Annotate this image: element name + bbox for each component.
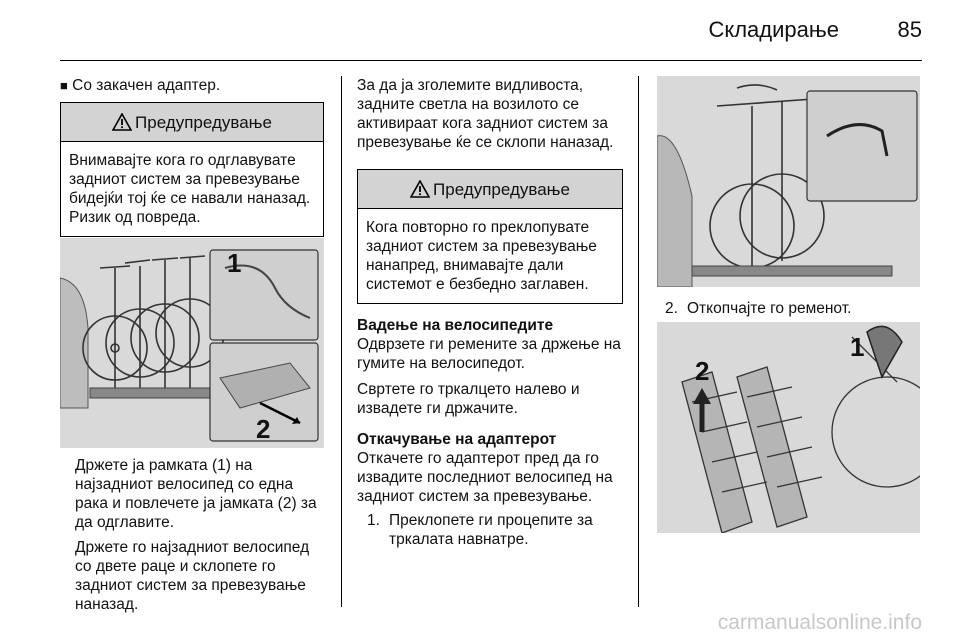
paragraph: Свртете го тркалцето налево и извадете ги држачите. [357,381,580,417]
warning-triangle-icon [112,113,132,131]
adapter-figure [657,322,920,533]
warning-text: Кога повторно го преклопувате задниот систем за превезување нанапред, внимавајте дали системот е безбедно заглавен. [366,219,597,293]
header-rule [60,60,922,61]
callout-2: 2 [256,414,271,444]
bullet-square: ■ [60,78,68,93]
paragraph: Држете ја рамката (1) на најзадниот велосипед со една рака и повлечете ја јамката (2) за да одглавите. [75,457,317,531]
warning-title: Предупредување [135,112,272,132]
bullet-text: Со закачен адаптер. [72,77,221,94]
warning-header [358,170,622,209]
paragraph: Одврзете ги ремените за држење на гумите на велосипедот. [357,336,621,372]
step-number: 1. [367,512,380,529]
adapter-illustration [657,322,920,533]
bike-carrier-illustration [60,238,324,448]
bike-carrier-figure [60,238,324,448]
rear-bike-illustration [657,76,920,287]
warning-box [60,102,324,237]
warning-header [61,103,323,142]
step-text: Преклопете ги процепите за тркалата навнатре. [389,512,593,548]
paragraph: Држете го најзадниот велосипед со двете раце и склопете го задниот систем за превезување наназад. [75,539,310,613]
callout-1: 1 [227,248,242,278]
paragraph: За да ја зголемите видливоста, задните светла на возилото се активираат кога задниот систем за превезување ќе се склопи наназад. [357,77,614,151]
column-2 [357,76,623,549]
callout-2: 2 [695,356,710,386]
column-3-text [665,299,920,318]
warning-box [357,169,623,304]
page-number: 85 [897,17,922,42]
warning-triangle-icon [410,180,430,198]
column-divider [638,76,639,607]
bullet-item [60,76,324,95]
callout-1: 1 [850,332,865,362]
column-1-text [75,456,329,614]
numbered-step [665,299,920,318]
column-1 [60,76,324,237]
watermark: carmanualsonline.info [717,611,922,634]
numbered-step [357,511,623,549]
step-number: 2. [665,300,678,317]
section-heading: Откачување на адаптерот [357,431,557,448]
step-text: Откопчајте го ременот. [687,300,852,317]
section-heading: Вадење на велосипедите [357,317,554,334]
warning-text: Внимавајте кога го одглавувате задниот систем за превезување бидејќи тој ќе се навали наназад. Ризик од повреда. [69,152,311,226]
warning-title: Предупредување [433,179,570,199]
page-title: Складирање [708,17,839,42]
column-divider [341,76,342,607]
paragraph: Откачете го адаптерот пред да го извадите последниот велосипед на задниот систем за превезување. [357,450,613,505]
rear-bike-figure [657,76,920,287]
